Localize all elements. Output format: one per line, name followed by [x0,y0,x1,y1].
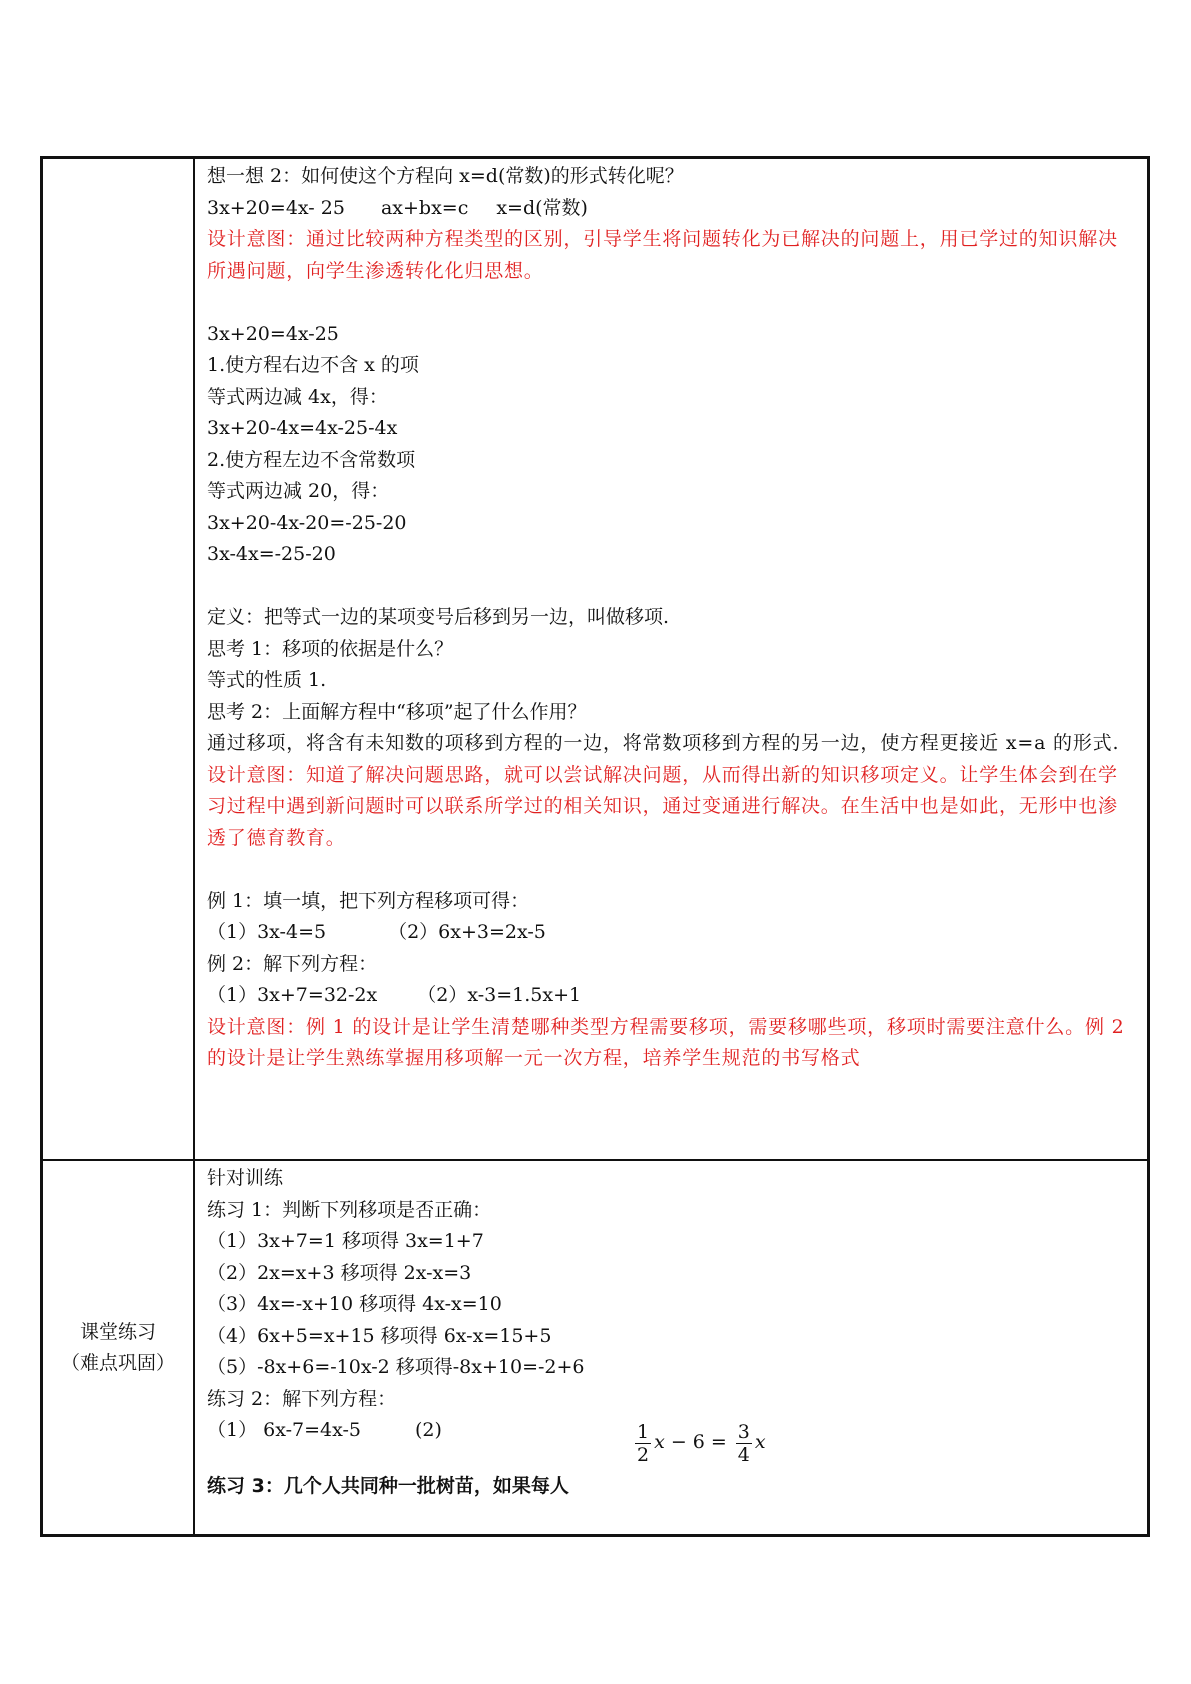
equation-step: 2.使方程左边不含常数项 [207,448,416,471]
fraction-right [736,1421,752,1466]
practice-heading: 针对训练 [207,1167,284,1189]
practice-item: （3）4x=-x+10 移项得 4x-x=10 [207,1293,502,1315]
equation-step: 3x+20-4x=4x-25-4x [207,417,398,439]
variable-x: x [754,1431,766,1454]
equation-step: 3x+20-4x-20=-25-20 [207,511,407,534]
constant: 6 [692,1431,705,1454]
equation-step: 3x-4x=-25-20 [207,543,336,565]
practice-item: （4）6x+5=x+15 移项得 6x-x=15+5 [207,1324,552,1347]
practice-item: (2) [415,1419,442,1441]
row-content-cell [194,158,1149,1161]
equation-step: 3x+20=4x-25 [207,322,339,345]
lesson-plan-table [40,156,1150,1537]
table-row-teaching-process [42,158,1149,1161]
practice-3-title: 练习 3：几个人共同种一批树苗，如果每人 [207,1475,569,1497]
variable-x: x [654,1431,665,1454]
practice-item: （1） 6x-7=4x-5 [207,1419,362,1441]
equation-step: 等式两边减 4x，得： [207,385,388,408]
equals-sign: = [710,1431,727,1454]
practice-1-title: 练习 1：判断下列移项是否正确： [207,1198,492,1221]
practice-item: （2）2x=x+3 移项得 2x-x=3 [207,1261,472,1284]
think-2-question: 思考 2：上面解方程中“移项”起了什么作用？ [207,700,587,723]
row-label-cell-empty [42,158,195,1161]
row-label-line-1: 课堂练习 [79,1321,156,1343]
design-intent-3: 设计意图：例 1 的设计是让学生清楚哪种类型方程需要移项，需要移哪些项，移项时需要注意什么。例 2 的设计是让学生熟练掌握用移项解一元一次方程，培养学生规范的书写格式 [207,1015,1125,1069]
design-intent-1: 设计意图：通过比较两种方程类型的区别，引导学生将问题转化为已解决的问题上，用已学过的知识解决所遇问题，向学生渗透转化化归思想。 [207,228,1118,282]
example-2-items [207,980,1133,1012]
example-2-title: 例 2：解下列方程： [207,952,378,975]
row-label-cell [42,1160,195,1536]
example-item: （2）6x+3=2x-5 [388,921,546,943]
table-row-classroom-practice [42,1160,1149,1536]
practice-item: （1）3x+7=1 移项得 3x=1+7 [207,1230,484,1252]
think-1-answer: 等式的性质 1. [207,669,327,691]
practice-2-title: 练习 2：解下列方程： [207,1387,397,1410]
equation-step: 1.使方程右边不含 x 的项 [207,354,419,376]
example-item: （1）3x-4=5 [207,921,327,943]
equation-form-2: ax+bx=c [380,196,469,219]
example-item: （1）3x+7=32-2x [207,984,378,1006]
fraction-equation [632,1413,766,1473]
fraction-numerator: 3 [737,1420,750,1443]
row-label-line-2: （难点巩固） [60,1352,175,1374]
fraction-numerator: 1 [637,1420,650,1443]
minus-sign: − [670,1431,687,1454]
example-1-items [207,917,1133,949]
fraction-left [635,1421,651,1466]
practice-2-items [207,1415,1133,1471]
equation-step: 等式两边减 20，得： [207,480,390,502]
row-content-cell [194,1160,1149,1536]
fraction-denominator: 4 [737,1443,750,1466]
equation-forms-line [207,193,1133,225]
think-question-2: 想一想 2：如何使这个方程向 x=d(常数)的形式转化呢？ [207,165,684,187]
example-item: （2）x-3=1.5x+1 [417,984,582,1006]
think-2-answer: 通过移项，将含有未知数的项移到方程的一边，将常数项移到方程的另一边，使方程更接近 x=a 的形式. [207,732,1120,754]
think-1-question: 思考 1：移项的依据是什么？ [207,637,454,660]
equation-form-3: x=d(常数) [496,196,588,219]
definition-transposition: 定义：把等式一边的某项变号后移到另一边，叫做移项. [207,606,670,628]
design-intent-2: 设计意图：知道了解决问题思路，就可以尝试解决问题，从而得出新的知识移项定义。让学生体会到在学习过程中遇到新问题时可以联系所学过的相关知识，通过变通进行解决。在生活中也是如此，无形中也渗透了德育教育。 [207,763,1118,849]
practice-item: （5）-8x+6=-10x-2 移项得-8x+10=-2+6 [207,1356,585,1378]
fraction-denominator: 2 [637,1443,650,1466]
equation-form-1: 3x+20=4x- 25 [207,196,345,219]
example-1-title: 例 1：填一填，把下列方程移项可得： [207,889,530,912]
